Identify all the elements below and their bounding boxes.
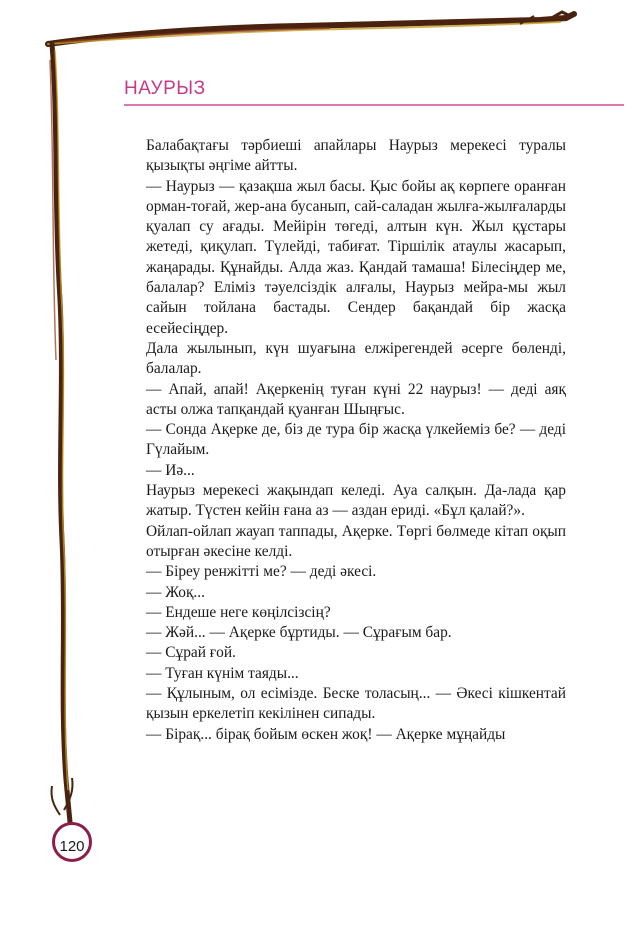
paragraph: — Иә... [146,461,195,479]
paragraph: Балабақтағы тәрбиеші апайлары Наурыз мерекесі туралы қызықты әңгіме айтты. [146,137,566,175]
paragraph: — Бірақ... бірақ бойым өскен жоқ! — Ақерке мұңайды [146,725,506,743]
paragraph: Дала жылынып, күн шуағына елжірегендей әсерге бөленді, балалар. [146,339,566,378]
paragraph: Ойлап-ойлап жауап таппады, Ақерке. Төргі бөлмеде кітап оқып отырған әкесіне келді. [146,522,566,560]
paragraph: — Жәй... — Ақерке бұртиды. — Сұрағым бар. [146,624,452,642]
paragraph: — Туған күнім таяды... [146,664,299,682]
paragraph: — Наурыз — қазақша жыл басы. Қыс бойы ақ көрпеге оранған орман-тоғай, жер-ана бусанып, сай-саладан жылға-жылғаларды қуалап су ағады. Мейірін төгеді, алтын күн. Жыл құстары жетеді, қиқулап. Түлейді, табиғат. Тіршілік атаулы жасарып, жаңарады. Құнайды. Алда жаз. Қандай тамаша! Білесіңдер ме, балалар? Еліміз тәуелсіздік алғалы, Наурыз мейра-мы жыл сайын тойлана бастады. Сендер бақандай бір жасқа есейесіңдер. [146,177,566,337]
paragraph: — Сонда Ақерке де, біз де тура бір жасқа үлкейеміз бе? — деді Гүлайым. [146,421,566,459]
paragraph: — Жоқ... [146,583,205,601]
story-text [146,136,566,745]
paragraph: Наурыз мерекесі жақындап келеді. Ауа салқын. Да-лада қар жатыр. Түстен кейін ғана аз — аздан ериді. «Бұл қалай?». [146,482,566,520]
paragraph: — Құлыным, ол есімізде. Беске толасың... — Әкесі кішкентай қызын еркелетіп кекілінен сипады. [146,685,566,723]
title-divider [124,104,624,106]
paragraph: — Сұрай ғой. [146,644,236,662]
chapter-title: НАУРЫЗ [124,78,206,99]
paragraph: — Біреу ренжітті ме? — деді әкесі. [146,563,377,581]
paragraph: — Апай, апай! Ақеркенің туған күні 22 наурыз! — деді аяқ асты олжа тапқандай қуанған Шыңғыс. [146,380,566,418]
page-number: 120 [59,838,85,855]
paragraph: — Ендеше неге көңілсізсің? [146,603,331,621]
